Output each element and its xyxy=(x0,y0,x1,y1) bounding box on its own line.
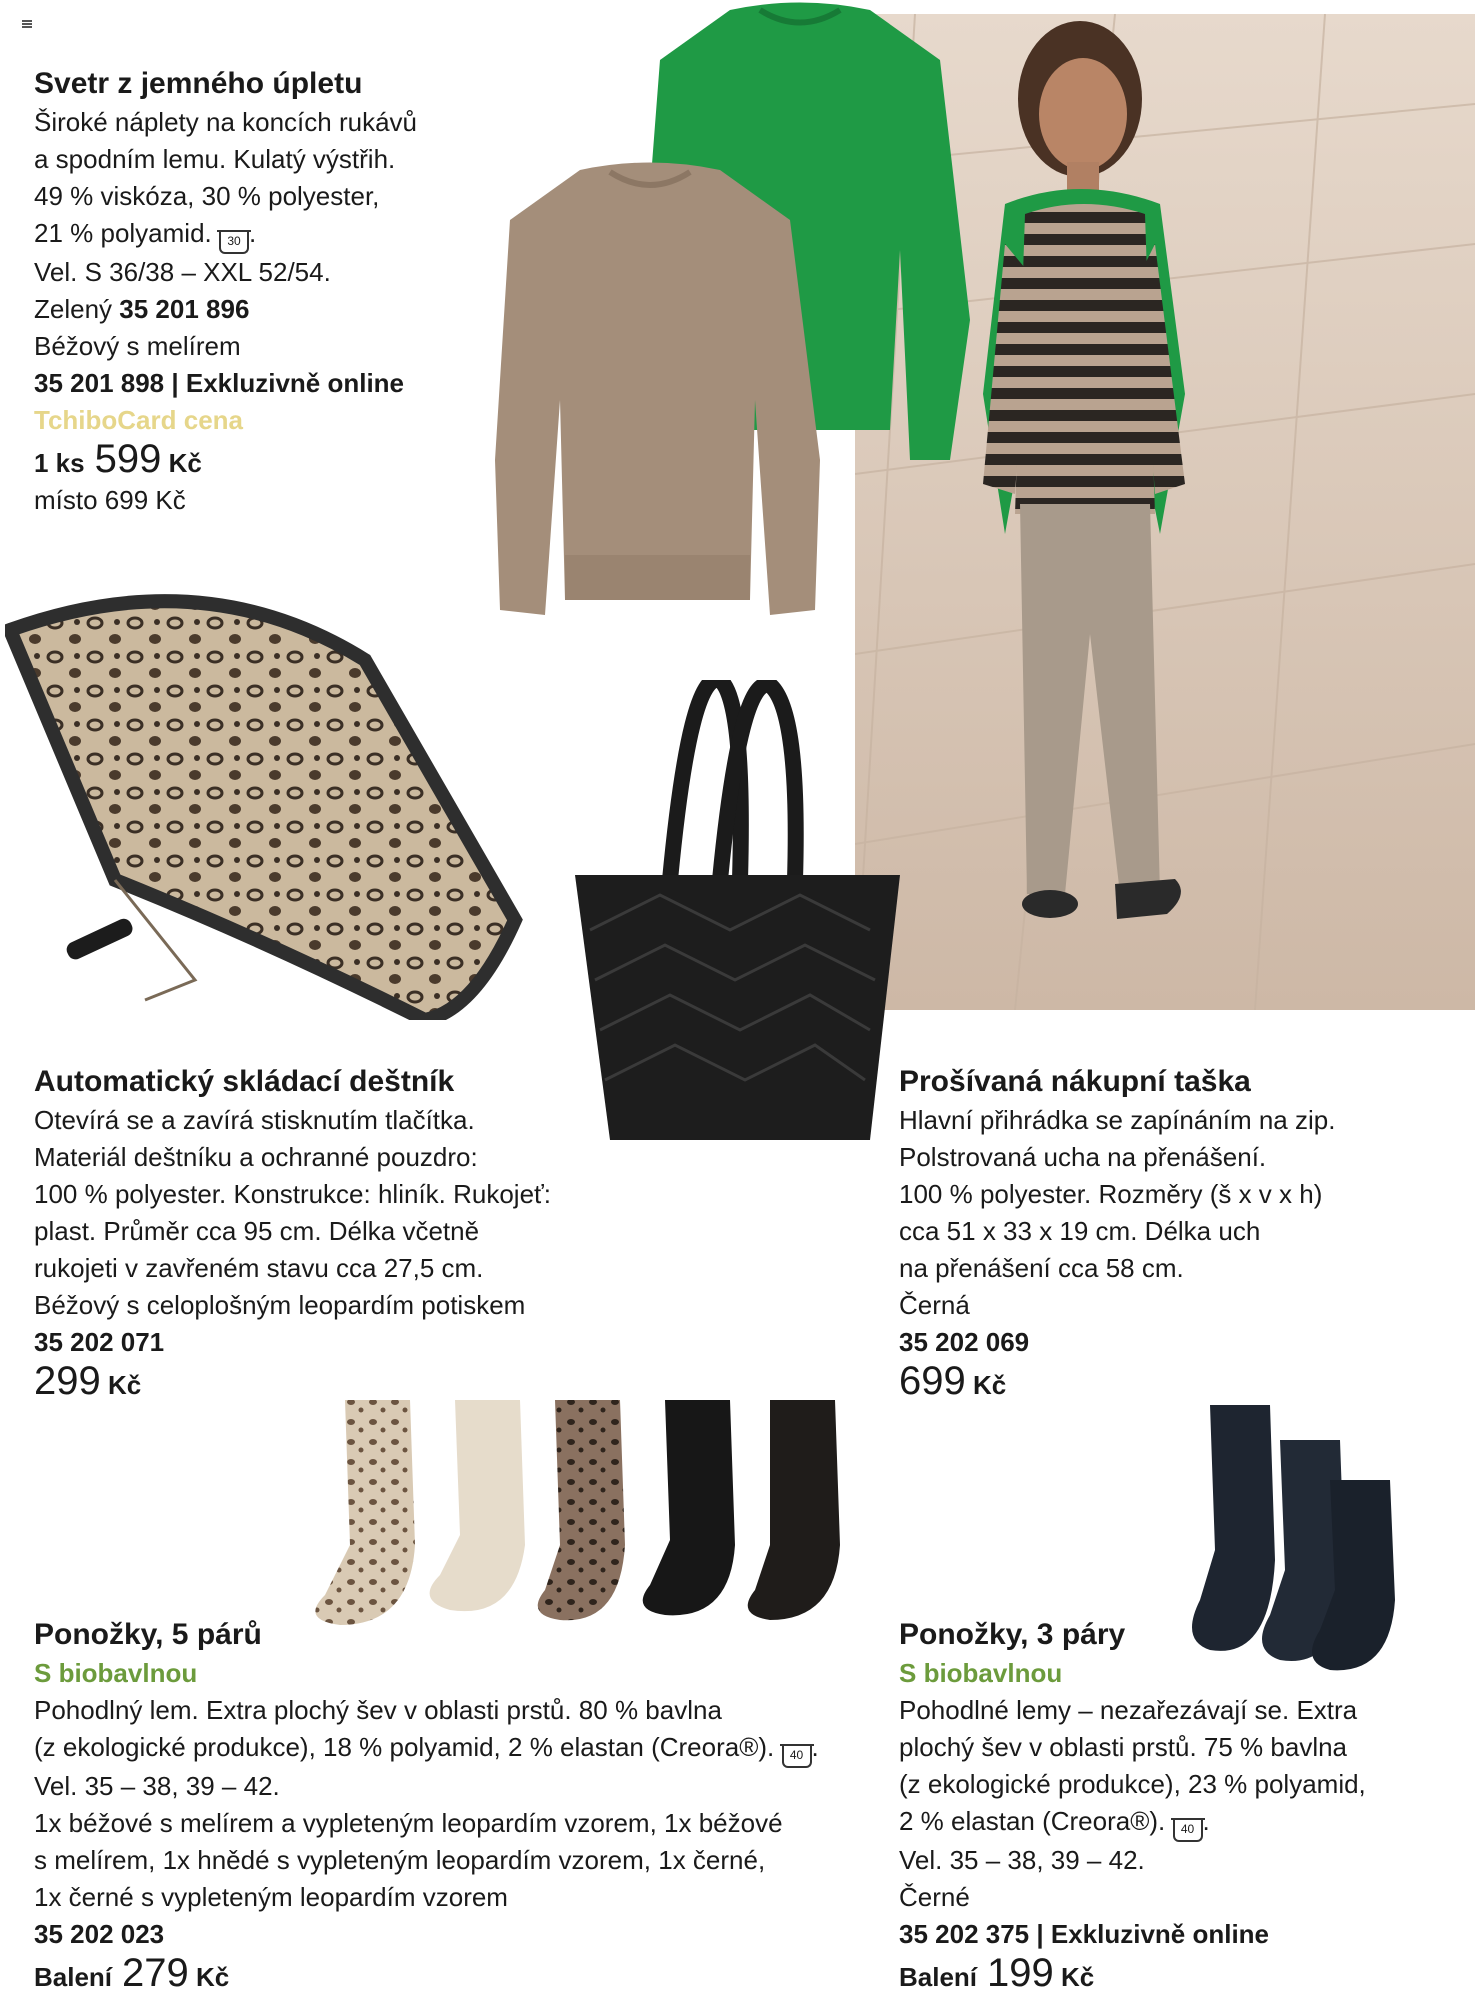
sweater-desc-line: 49 % viskóza, 30 % polyester, xyxy=(34,181,380,211)
umbrella-price-value: 299 xyxy=(34,1359,101,1403)
socks-3-desc-line: (z ekologické produkce), 23 % polyamid, xyxy=(899,1769,1366,1799)
sweater-green-variant xyxy=(34,291,514,328)
umbrella-price xyxy=(34,1359,594,1404)
bag-image xyxy=(570,680,910,1150)
socks-5-material-end: . xyxy=(811,1732,819,1762)
umbrella-desc-line: plast. Průměr cca 95 cm. Délka včetně xyxy=(34,1216,480,1246)
socks-5-subtitle: S biobavlnou xyxy=(34,1658,198,1688)
socks-3-desc-line: Vel. 35 – 38, 39 – 42. xyxy=(899,1845,1145,1875)
sweater-material-end: . xyxy=(249,218,257,248)
bag-desc-line: na přenášení cca 58 cm. xyxy=(899,1253,1184,1283)
umbrella-currency: Kč xyxy=(107,1370,142,1400)
menu-icon[interactable] xyxy=(22,20,32,28)
bag-desc-line: Hlavní přihrádka se zapínáním na zip. xyxy=(899,1105,1336,1135)
sweater-desc-line: Široké náplety na koncích rukávů xyxy=(34,107,417,137)
socks-5-title: Ponožky, 5 párů xyxy=(34,1618,262,1651)
socks-3-qty: Balení xyxy=(899,1962,978,1992)
sweater-beige-code: 35 201 898 | Exkluzivně online xyxy=(34,368,405,398)
socks-5-material: (z ekologické produkce), 18 % polyamid, 2 % elastan (Creora®). xyxy=(34,1732,775,1762)
bag-desc-line: cca 51 x 33 x 19 cm. Délka uch xyxy=(899,1216,1261,1246)
socks-5-currency: Kč xyxy=(196,1962,230,1992)
socks-3-material: 2 % elastan (Creora®). xyxy=(899,1806,1166,1836)
socks-3-price-value: 199 xyxy=(987,1951,1054,1995)
bag-code: 35 202 069 xyxy=(899,1327,1030,1357)
umbrella-desc-line: Otevírá se a zavírá stisknutím tlačítka. xyxy=(34,1105,475,1135)
wash-40-icon: 40 xyxy=(782,1746,812,1768)
umbrella-desc-line: rukojeti v zavřeném stavu cca 27,5 cm. xyxy=(34,1253,484,1283)
socks-5-info xyxy=(34,1615,854,1996)
wash-30-icon: 30 xyxy=(219,232,249,254)
umbrella-title: Automatický skládací deštník xyxy=(34,1065,455,1098)
umbrella-image xyxy=(5,580,525,1020)
sweater-price xyxy=(34,437,514,482)
umbrella-desc-line: Materiál deštníku a ochranné pouzdro: xyxy=(34,1142,478,1172)
umbrella-info xyxy=(34,1062,594,1404)
socks-5-image xyxy=(300,1395,860,1635)
socks-5-desc-line: s melírem, 1x hnědé s vypleteným leopardím vzorem, 1x černé, xyxy=(34,1845,766,1875)
sweater-material-line xyxy=(34,215,514,254)
sweater-desc-line: a spodním lemu. Kulatý výstřih. xyxy=(34,144,396,174)
socks-5-price xyxy=(34,1951,854,1996)
umbrella-code: 35 202 071 xyxy=(34,1327,165,1357)
bag-title: Prošívaná nákupní taška xyxy=(899,1065,1251,1098)
bag-price-value: 699 xyxy=(899,1359,966,1403)
socks-3-material-end: . xyxy=(1202,1806,1210,1836)
beige-sweater-image xyxy=(470,160,830,630)
socks-3-material-line xyxy=(899,1803,1439,1842)
socks-3-desc-line: Černé xyxy=(899,1882,970,1912)
umbrella-desc-line: Béžový s celoplošným leopardím potiskem xyxy=(34,1290,526,1320)
sweater-green-label: Zelený xyxy=(34,294,113,324)
bag-desc-line: Černá xyxy=(899,1290,970,1320)
socks-3-title: Ponožky, 3 páry xyxy=(899,1618,1126,1651)
socks-5-desc-line: Vel. 35 – 38, 39 – 42. xyxy=(34,1771,280,1801)
socks-5-desc-line: 1x béžové s melírem a vypleteným leopardím vzorem, 1x béžové xyxy=(34,1808,783,1838)
socks-5-price-value: 279 xyxy=(122,1951,189,1995)
bag-price xyxy=(899,1359,1439,1404)
sweater-beige-label: Béžový s melírem xyxy=(34,331,241,361)
umbrella-desc-line: 100 % polyester. Konstrukce: hliník. Rukojeť: xyxy=(34,1179,552,1209)
socks-3-subtitle: S biobavlnou xyxy=(899,1658,1063,1688)
socks-5-desc-line: Pohodlný lem. Extra plochý šev v oblasti prstů. 80 % bavlna xyxy=(34,1695,722,1725)
sweater-sizes: Vel. S 36/38 – XXL 52/54. xyxy=(34,257,331,287)
socks-3-currency: Kč xyxy=(1061,1962,1095,1992)
sweater-old-price: místo 699 Kč xyxy=(34,485,186,515)
bag-info xyxy=(899,1062,1439,1404)
socks-5-desc-line: 1x černé s vypleteným leopardím vzorem xyxy=(34,1882,508,1912)
socks-3-desc-line: Pohodlné lemy – nezařezávají se. Extra xyxy=(899,1695,1358,1725)
sweater-currency: Kč xyxy=(168,448,202,478)
socks-3-info xyxy=(899,1615,1439,1996)
sweater-qty: 1 ks xyxy=(34,448,85,478)
bag-desc-line: 100 % polyester. Rozměry (š x v x h) xyxy=(899,1179,1323,1209)
sweater-material: 21 % polyamid. xyxy=(34,218,212,248)
sweater-green-code: 35 201 896 xyxy=(119,294,250,324)
wash-40-icon: 40 xyxy=(1173,1820,1203,1842)
socks-3-desc-line: plochý šev v oblasti prstů. 75 % bavlna xyxy=(899,1732,1348,1762)
tchibocard-price-label: TchiboCard cena xyxy=(34,405,244,435)
socks-5-code: 35 202 023 xyxy=(34,1919,165,1949)
bag-desc-line: Polstrovaná ucha na přenášení. xyxy=(899,1142,1267,1172)
sweater-price-value: 599 xyxy=(94,437,162,481)
socks-5-material-line xyxy=(34,1729,854,1768)
bag-currency: Kč xyxy=(972,1370,1007,1400)
sweater-info xyxy=(34,64,514,519)
sweater-title: Svetr z jemného úpletu xyxy=(34,67,363,100)
socks-3-price xyxy=(899,1951,1439,1996)
socks-5-qty: Balení xyxy=(34,1962,113,1992)
socks-3-code: 35 202 375 | Exkluzivně online xyxy=(899,1919,1270,1949)
